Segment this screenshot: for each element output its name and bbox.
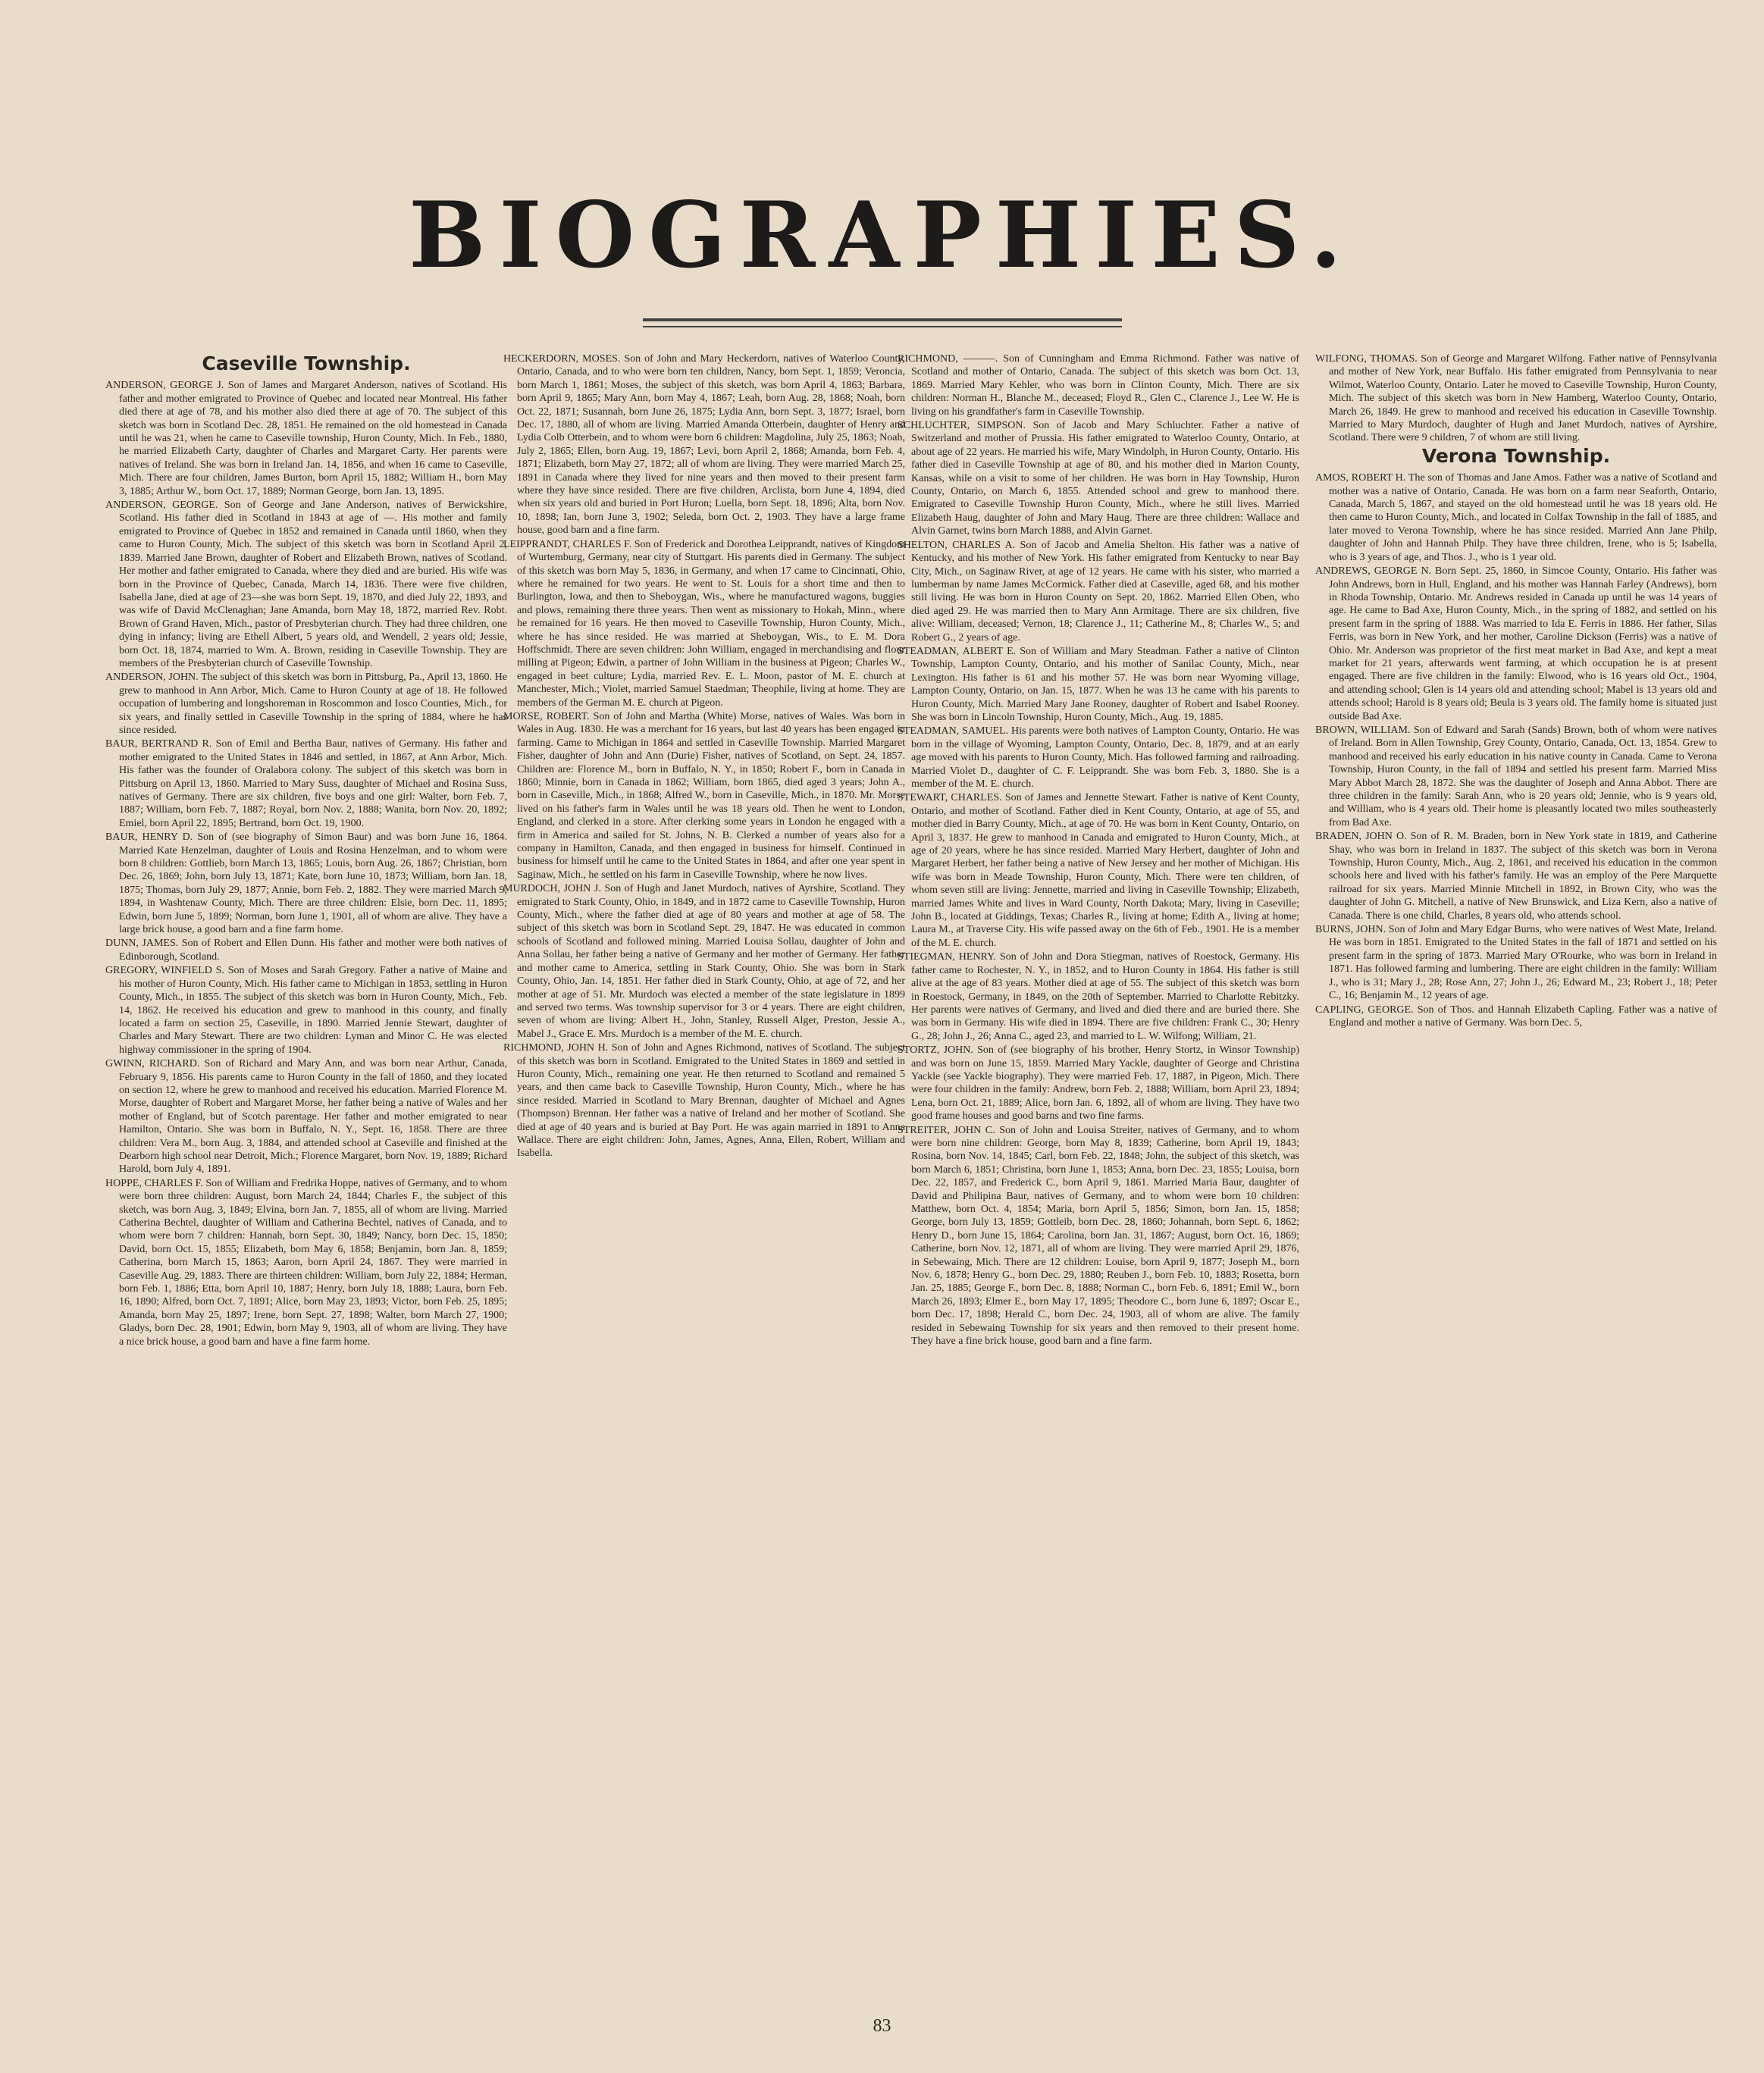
biography-entry [105, 499, 507, 670]
biography-name: STIEGMAN, HENRY. [898, 951, 996, 963]
biography-entry [898, 950, 1299, 1043]
biography-entry [898, 352, 1299, 418]
biography-entry [1315, 724, 1717, 829]
biography-name: ANDREWS, GEORGE N. [1315, 565, 1432, 578]
biography-name: CAPLING, GEORGE. [1315, 1004, 1414, 1016]
biography-text: Son of Hugh and Janet Murdoch, natives of Ayrshire, Scotland. They emigrated to Stark County, Ohio, in 1849, and in 1872 came to Caseville Township, Huron County, Mich., where the father died at age of 80 years and mother at age of 58. The subject of this sketch was born in Scotland Sept. 29, 1847. He was educated in common schools of Scotland and followed mining. Married Louisa Sollau, daughter of John and Anna Sollau, her father being a native of Germany and her mother of Germany. Her father and mother came to America, settling in Stark County, Ohio. She was born in Stark County, Ohio, Jan. 14, 1851. Her father died in Stark County, Ohio, at age of 72, and her mother at age of 51. Mr. Murdoch was elected a member of the state legislature in 1899 and served two terms. Was township supervisor for 3 or 4 years. There are eight children, seven of whom are living: Albert H., John, Stanley, Russell Alger, Preston, Jessie A., Mabel J., Grace E. Mrs. Murdoch is a member of the M. E. church. [517, 883, 905, 1040]
biography-entry [898, 645, 1299, 724]
biography-name: BAUR, BERTRAND R. [105, 738, 212, 750]
biography-entry [105, 831, 507, 936]
page-number: 83 [873, 2016, 891, 2036]
biography-entry [898, 1044, 1299, 1123]
biography-text: Son of Jacob and Mary Schluchter. Father a native of Switzerland and mother of Prussia. His father emigrated to Waterloo County, Ontario, at about age of 22 years. He married his wife, Mary Windolph, in Huron County, Ontario. His father died in Caseville Township at age of 80, and his mother died in Marion County, Kansas, while on a visit to some of her children. He was born in Hay Township, Huron County, Ontario, on March 6, 1855. Attended school and grew to manhood there. Emigrated to Caseville Township Huron County, Mich., where he still lives. Married Elizabeth Haug, daughter of John and Mary Haug. There are three children: Wallace and Alvin Garnet, twins born March 1888, and Alvin Garnet. [911, 420, 1300, 537]
biography-text: Son of Cunningham and Emma Richmond. Father was native of Scotland and mother of Ontario, Canada. The subject of this sketch was born Oct. 13, 1869. Married Mary Kehler, who was born in Clinton County, Mich. There are six children: Norman H., Blanche M., deceased; Floyd R., Glen C., Clarence J., Lee W. He is living on his grandfather's farm in Caseville Township. [911, 353, 1299, 418]
biography-text: His parents were both natives of Lampton County, Ontario. He was born in the village of Wyoming, Lampton County, Ontario, Dec. 8, 1879, and at an early age moved with his parents to Huron County, Mich. Has followed farming and railroading. Married Violet D., daughter of C. F. Leipprandt. She was born Feb. 3, 1880. She is a member of the M. E. church. [911, 725, 1300, 790]
biography-name: BROWN, WILLIAM. [1315, 724, 1411, 736]
biography-name: ANDERSON, GEORGE. [105, 499, 218, 512]
biography-entry [1315, 565, 1717, 723]
biography-name: WILFONG, THOMAS. [1315, 353, 1418, 365]
biography-entry [1315, 923, 1717, 1002]
biography-name: HOPPE, CHARLES F. [105, 1177, 203, 1189]
biography-name: STEADMAN, SAMUEL. [898, 725, 1009, 737]
biography-text: Son of James and Jennette Stewart. Father is native of Kent County, Ontario, and mother of Scotland. Father died in Kent County, Ontario, at age of 55, and mother died in Barry County, Mich., at age of 70. He was born in Kent County, Ontario, on April 3, 1837. He grew to manhood in Canada and emigrated to Huron County, Mich., at age of 20 years, where he has since resided. Married Mary Herbert, daughter of John and Margaret Herbert, her father being a native of New Jersey and her mother of Michigan. His wife was born in Meade Township, Huron County, Mich. There were ten children, of whom seven still are living: Jennette, married and living in Caseville Township; Elizabeth, married James White and lives in Ward County, North Dakota; Mary, living in Caseville; John B., located at Giddings, Texas; Charles R., living at home; Edith A., living at home; Laura M., at Traverse City. His wife passed away on the 6th of Feb., 1901. He is a member of the M. E. church. [911, 792, 1300, 949]
biography-entry [105, 937, 507, 963]
biography-name: ANDERSON, GEORGE J. [105, 380, 224, 392]
text-column-1 [105, 352, 507, 1349]
biography-entry [503, 882, 905, 1041]
biography-name: STREITER, JOHN C. [898, 1124, 995, 1136]
biography-entry [898, 1124, 1299, 1348]
biography-name: SHELTON, CHARLES A. [898, 539, 1016, 551]
biography-text: Son of John and Mary Edgar Burns, who were natives of West Mate, Ireland. He was born in 1851. Emigrated to the United States in the fall of 1871 and settled on his present farm in the spring of 1873. Married Mary O'Rourke, who was born in Ireland in 1871. Has followed farming and lumbering. There are eight children in the family: William J., who is 31; Mary J., 28; Rose Ann, 27; John J., 26; Edward M., 23; Robert J., 18; Peter C., 16; Benjamin M., 12 years of age. [1329, 924, 1717, 1002]
section-heading: Caseville Township. [202, 352, 411, 374]
biography-entry [898, 791, 1299, 950]
biography-text: Son of Thos. and Hannah Elizabeth Capling. Father was a native of England and mother a native of Germany. Was born Dec. 5, [1329, 1004, 1718, 1029]
section-heading: Verona Township. [1421, 444, 1611, 467]
biography-text: Son of Robert and Ellen Dunn. His father and mother were both natives of Edinborough, Scotland. [119, 938, 507, 963]
biography-name: RICHMOND, ———. [898, 353, 998, 365]
biography-entry [503, 538, 905, 709]
biography-text: Born Sept. 25, 1860, in Simcoe County, Ontario. His father was John Andrews, born in Hull, England, and his mother was Hannah Farley (Andrews), born in Rhoda Township, Ontario. Mr. Andrews resided in Canada up until he was 14 years of age. He came to Bad Axe, Huron County, Mich., in the spring of 1882, and settled on his present farm in the spring of 1888. Was married to Ida E. Ferris in 1886. Her father, Silas Ferris, was born in New York, and her mother, Caroline Dickson (Ferris) was a native of Ohio. Mr. Anderson was proprietor of the first meat market in Bad Axe, and kept a meat market for 21 years, afterwards went farming, at which occupation he is at present engaged. There are five children in the family: Elwood, who is 16 years old Oct., 1904, and attending school; Glen is 14 years old and attending school; Mabel is 13 years old and attends school; Harold is 8 years old; Beula is 3 years old. The family home is situated just outside Bad Axe. [1329, 565, 1718, 722]
biography-name: SCHLUCHTER, SIMPSON. [898, 420, 1026, 432]
biography-entry [898, 419, 1299, 538]
biography-name: GREGORY, WINFIELD S. [105, 965, 224, 977]
biography-name: BAUR, HENRY D. [105, 831, 193, 844]
page-title: BIOGRAPHIES. [409, 182, 1355, 289]
biography-name: BURNS, JOHN. [1315, 924, 1386, 936]
biography-text: Son of R. M. Braden, born in New York state in 1819, and Catherine Shay, who was born in Ireland in 1837. The subject of this sketch was born in Verona Township, Huron County, Mich., Aug. 2, 1861, and received his education in the common schools here and lived with his father's family. He was an employ of the Pere Marquette railroad for six years. Married Minnie Mitchell in 1892, in Brown City, who was the daughter of John G. Mitchell, a native of New Brunswick, and Liza Kern, also a native of Canada. There is one child, Charles, 8 years old, who attends school. [1329, 831, 1718, 922]
biography-text: Son of William and Mary Steadman. Father a native of Clinton Township, Lampton County, Ontario, and his mother of Sanilac County, Mich., near Lexington. His father is 61 and his mother 57. He was born near Wyoming village, Lampton County, Ontario, on Jan. 15, 1877. When he was 13 he came with his parents to Huron County, Mich. Married Mary Jane Rooney, daughter of Robert and Isabel Rooney. She was born in Lincoln Township, Huron County, Mich., Aug. 19, 1885. [911, 645, 1300, 723]
biography-entry [105, 1057, 507, 1176]
biography-text: Son of John and Dora Stiegman, natives of Roestock, Germany. His father came to Rochester, N. Y., in 1852, and to Huron County in 1864. His father is still alive at the age of 83 years. Mother died at age of 55. The subject of this sketch was born in Roestock, Germany, in 1849, on the 20th of September. Married to Charlotte Rebitzky. Her parents were natives of Germany, and lived and died there and are buried there. She was born in Germany. His wife died in 1894. There are five children: Frank C., 30; Henry G., 28; John J., 26; Anna C., aged 23, and married to L. W. Wilfong; William, 21. [911, 951, 1300, 1042]
biography-text: Son of Emil and Bertha Baur, natives of Germany. His father and mother emigrated to the United States in 1846 and settled, in 1867, at Ann Arbor, Mich. His father was the founder of Oralabora colony. The subject of this sketch was born in Pittsburg on April 13, 1860. Married to Mary Suss, daughter of Michael and Rosina Suss, natives of Germany. There are six children, five boys and one girl: Walter, born Feb. 7, 1887; William, born Feb. 7, 1887; Royal, born Nov. 2, 1888; Wanita, born Nov. 20, 1892; Emiel, born April 22, 1895; Bertrand, born Oct. 19, 1900. [119, 738, 507, 829]
biography-name: DUNN, JAMES. [105, 938, 179, 950]
biography-text: Son of Frederick and Dorothea Leipprandt, natives of Kingdom of Wurtemburg, Germany, near city of Stuttgart. His parents died in Germany. The subject of this sketch was born May 5, 1836, in Germany, and when 17 came to Cincinnati, Ohio, where he remained for two years. He went to St. Louis for a short time and then to Burlington, Iowa, and then to Sheboygan, Wis., where he manufactured wagons, buggies and plows, remaining there three years. Then went as missionary to Hokah, Minn., where he remained for 16 years. He then moved to Caseville Township, Huron County, Mich., where he has since resided. He was married at Sheboygan, Wis., to E. M. Dora Hoffschmidt. There are seven children: John William, engaged in merchandising and flour milling at Pigeon; Edwin, a partner of John William in the business at Pigeon; Charles W., engaged in beet culture; Lydia, married Rev. E. L. Moon, pastor of M. E. church at Manchester, Mich.; Violet, married Samuel Staedman; Theophile, living at home. They are members of the German M. E. church at Pigeon. [517, 538, 905, 709]
biography-entry [105, 1177, 507, 1348]
biography-text: The subject of this sketch was born in Pittsburg, Pa., April 13, 1860. He grew to manhood in Ann Arbor, Mich. Came to Huron County at age of 18. He followed occupation of lumbering and longshoreman in Roscommon and Iosco Counties, Mich., for six years, and finally settled in Caseville Township in the spring of 1884, where he has since resided. [119, 672, 507, 736]
biography-entry [105, 964, 507, 1057]
biography-name: BRADEN, JOHN O. [1315, 831, 1407, 843]
biography-name: HECKERDORN, MOSES. [503, 353, 621, 365]
biography-entry [503, 1041, 905, 1160]
biography-entry [1315, 352, 1717, 445]
biography-name: STORTZ, JOHN. [898, 1044, 973, 1057]
biography-text: Son of John and Martha (White) Morse, natives of Wales. Was born in Wales in Aug. 1830. He was a merchant for 16 years, but last 40 years has been engaged in farming. Came to Michigan in 1864 and settled in Caseville Township. Married Margaret Fisher, daughter of John and Ann (Durie) Fisher, natives of Scotland, on Sept. 24, 1857. Children are: Florence M., born in Buffalo, N. Y., in 1850; Robert F., born in Canada in 1860; Minnie, born in Canada in 1862; William, born 1865, died aged 3 years; John A., born in Caseville, Mich., in 1868; Alfred W., born in Caseville, Mich., in 1870. Mr. Morse lived on his father's farm in Wales until he was 18 years old. Then he went to London, England, and clerked in a store. After clerking some years in London he engaged with a firm in America and sailed for St. Johns, N. B. Clerked a number of years also for a company in Hamilton, Canada, and then engaged in business for himself. Continued in business for himself until he came to the United States in 1864, and after one year spent in Saginaw, Mich., he settled on his farm in Caseville Township, where he now lives. [517, 710, 906, 881]
biography-text: Son of (see biography of his brother, Henry Stortz, in Winsor Township) and was born on June 15, 1859. Married Mary Yackle, daughter of George and Christina Yackle (see Yackle biography). They were married Feb. 17, 1887, in Pigeon, Mich. There were four children in the family: Andrew, born Feb. 2, 1888; William, born April 23, 1894; Lena, born Oct. 21, 1889; Alice, born Jan. 6, 1892, all of whom are living. They have two good frame houses and good barns and two fine farms. [911, 1044, 1299, 1123]
text-column-4 [1315, 352, 1717, 1030]
biography-entry [105, 671, 507, 737]
biography-entry [1315, 830, 1717, 922]
text-column-2 [503, 352, 905, 1161]
biography-entry [1315, 1004, 1717, 1030]
biography-text: Son of Edward and Sarah (Sands) Brown, both of whom were natives of Ireland. Born in Allen Township, Grey County, Ontario, Canada, Oct. 13, 1854. Grew to manhood and received his early education in his native county in Canada. Came to Verona Township, Huron County, in the fall of 1894 and settled his present farm. Married Miss Mary Abbot March 28, 1872. She was the daughter of Joseph and Anna Abbot. There are three children in the family: Sarah Ann, who is 20 years old; Jennie, who is 9 years old, and William, who is 4 years old. Their home is pleasantly located two miles southeasterly from Bad Axe. [1329, 724, 1717, 828]
biography-name: STEWART, CHARLES. [898, 792, 1002, 804]
biography-text: Son of John and Louisa Streiter, natives of Germany, and to whom were born nine children: George, born May 8, 1839; Catherine, born April 19, 1843; Rosina, born Nov. 14, 1845; Carl, born Feb. 22, 1848; John, the subject of this sketch, was born March 6, 1851; Christina, born June 1, 1853; Anna, born Dec. 23, 1855; Louisa, born Dec. 22, 1857, and Frederick C., born April 9, 1861. Married Maria Baur, daughter of David and Philipina Baur, natives of Germany, and to whom were born 10 children: Matthew, born Oct. 4, 1854; Maria, born April 5, 1856; Simon, born Jan. 15, 1858; George, born July 13, 1859; Gottleib, born Dec. 28, 1860; Johannah, born Sept. 6, 1862; Henry D., born June 15, 1864; Carolina, born Jan. 31, 1867; August, born Oct. 16, 1869; Catherine, born Nov. 12, 1871, all of whom are living. They were married April 29, 1876, in Sebewaing, Mich. There are 12 children: Louise, born April 9, 1877; Joseph M., born Nov. 6, 1878; Henry G., born Dec. 29, 1880; Reuben J., born Feb. 10, 1883; Rosetta, born Jan. 25, 1885; George F., born Dec. 8, 1888; Norman C., born Feb. 6, 1891; Emil W., born March 26, 1893; Elmer E., born May 17, 1895; Theodore C., born June 6, 1897; Oscar E., born Dec. 17, 1898; Herald C., born Dec. 24, 1903, all of whom are alive. The family resided in Sebewaing Township for six years and then removed to their present home. They have a fine brick house, good barn and a fine farm. [911, 1124, 1299, 1348]
biography-text: Son of (see biography of Simon Baur) and was born June 16, 1864. Married Kate Henzelman, daughter of Louis and Rosina Henzelman, and to whom were born 8 children: Gottlieb, born March 13, 1865; Louis, born Aug. 26, 1867; Christian, born Dec. 26, 1869; John, born July 13, 1871; Kate, born June 10, 1873; William, born Jan. 18, 1875; Thomas, born July 29, 1877; Annie, born Feb. 2, 1882. They were married March 9, 1894, in Washtenaw County, Mich. There are three children: Elsie, born Dec. 11, 1895; Edwin, born June 5, 1899; Norman, born June 1, 1901, all of whom are alive. They have a large brick house, a good barn and a fine farm home. [119, 831, 508, 936]
biography-text: Son of Richard and Mary Ann, and was born near Arthur, Canada, February 9, 1856. His parents came to Huron County in the fall of 1860, and they located on section 12, where he grew to manhood and received his education. Married Florence M. Morse, daughter of Robert and Margaret Morse, her father being a native of Wales and her mother of England, but of Scotch parentage. Her father and mother emigrated to near Hamilton, Ontario. She was born in Buffalo, N. Y., Sept. 16, 1858. There are three children: Vera M., born Aug. 3, 1884, and attended school at Caseville and finished at the Dearborn high school near Detroit, Mich.; Florence Margaret, born Nov. 19, 1889; Richard Harold, born July 4, 1891. [119, 1058, 508, 1176]
text-column-3 [898, 352, 1299, 1348]
biography-text: Son of Moses and Sarah Gregory. Father a native of Maine and his mother of Huron County, Mich. His father came to Michigan in 1853, settling in Huron County, Mich., in 1855. The subject of this sketch was born in Huron County, Mich., Feb. 14, 1862. He received his education and grew to manhood in this county, and finally located a farm on section 25, Caseville, in 1890. Married Jennie Stewart, daughter of Charles and Mary Stewart. There are two children: Lyman and Minor C. He was elected highway commissioner in the spring of 1904. [119, 965, 508, 1056]
title-rule-thick [643, 318, 1122, 321]
biography-name: RICHMOND, JOHN H. [503, 1042, 609, 1054]
biography-name: AMOS, ROBERT H. [1315, 472, 1406, 484]
biography-text: Son of Jacob and Amelia Shelton. His father was a native of Kentucky, and his mother of New York. His father emigrated from Kentucky to near Bay City, Mich., on Saginaw River, at age of 12 years. He came with his sister, who married a lumberman by name James McCormick. Father died at Caseville, aged 68, and his mother still living. He was born in Huron County on Sept. 20, 1862. Married Ellen Oben, who died aged 29. He was married then to Mary Ann Armitage. There are six children, five alive: William, deceased; Vernon, 18; Clarence J., 11; Catherine M., 8; Charles W., 5; and Robert G., 2 years of age. [911, 539, 1300, 644]
biography-name: ANDERSON, JOHN. [105, 672, 199, 684]
biography-text: Son of John and Mary Heckerdorn, natives of Waterloo County, Ontario, Canada, and to who were born ten children, Nancy, born Sept. 1, 1859; Veroncia, born March 1, 1861; Moses, the subject of this sketch, was born April 4, 1863; Barbara, born April 9, 1865; Mary Ann, born May 4, 1867; Leah, born Aug. 28, 1868; Noah, born Oct. 22, 1871; Susannah, born June 26, 1875; Lydia Ann, born Sept. 3, 1877; Israel, born Dec. 17, 1880, all of whom are living. Married Amanda Otterbein, daughter of Henry and Lydia Colb Otterbein, and to whom were born 6 children: Magdolina, July 25, 1863; Noah, July 2, 1865; Ellen, born Aug. 19, 1867; Levi, born April 2, 1868; Amanda, born Feb. 4, 1871; Elizabeth, born May 27, 1872; all of whom are living. They were married March 25, 1891 in Canada where they lived for nine years and then moved to their present farm where they have since resided. There are five children, Arclista, born June 4, 1894, died when six years old and buried in Port Huron; Luella, born Sept. 18, 1896; Alta, born Nov. 10, 1898; Ian, born June 3, 1902; Seleda, born Oct. 2, 1903. They have a large frame house, good barn and a fine farm. [517, 353, 906, 537]
biography-name: LEIPPRANDT, CHARLES F. [503, 538, 632, 550]
biography-text: Son of William and Fredrika Hoppe, natives of Germany, and to whom were born three children: August, born March 24, 1844; Charles F., the subject of this sketch, was born Aug. 3, 1849; Elvina, born Jan. 7, 1855, all of whom are living. Married Catherina Bechtel, daughter of William and Catherina Bechtel, natives of Canada, and to whom were born 7 children: Hannah, born Sept. 30, 1849; Nancy, born Dec. 15, 1850; David, born Oct. 15, 1855; Elizabeth, born May 6, 1858; Benjamin, born Jan. 8, 1859; Catherina, born March 15, 1863; Aaron, born April 24, 1867. They were married in Caseville Aug. 29, 1883. There are thirteen children: William, born July 22, 1884; Herman, born Feb. 1, 1886; Etta, born April 10, 1887; Henry, born July 18, 1888; Laura, born Feb. 16, 1890; Alfred, born Oct. 7, 1891; Alice, born May 23, 1893; Victor, born Feb. 25, 1895; Amanda, born May 25, 1897; Irene, born Sept. 27, 1898; Walter, born March 27, 1900; Gladys, born Dec. 28, 1901; Edwin, born May 9, 1903, all of whom are living. They have a nice brick house, a good barn and have a fine farm home. [119, 1177, 508, 1348]
biography-entry [105, 379, 507, 498]
biography-name: MORSE, ROBERT. [503, 710, 590, 722]
biography-entry [105, 737, 507, 830]
biography-entry [898, 725, 1299, 791]
biography-entry [503, 352, 905, 537]
title-rule-thin [643, 326, 1122, 327]
biography-entry [503, 710, 905, 881]
biography-text: Son of George and Jane Anderson, natives of Berwickshire, Scotland. His father died in Scotland in 1843 at age of —. His mother and family emigrated to Province of Quebec in 1852 and remained in Canada until 1860, when they came to Huron County, Mich. The subject of this sketch was born in Scotland April 2, 1839. Married Jane Brown, daughter of Robert and Elizabeth Brown, natives of Scotland. Her mother and father emigrated to Canada, where they died and are buried. His wife was born in the Province of Quebec, Canada, March 14, 1836. There were five children, Isabella Jane, died at age of 23—she was born Sept. 19, 1870, and died July 22, 1893, and was wife of David McClenaghan; Jane Amanda, born May 18, 1872, married Rev. Robt. Brown of Grand Haven, Mich., pastor of Presbyterian church. They had three children, one dying in infancy; living are Ethell Albert, 5 years old, and Wendell, 2 years old; Jessie, born Oct. 18, 1874, married to Wm. A. Brown, residing in Caseville Township. They are members of the Presbyterian church of Caseville Township. [119, 499, 508, 669]
biography-entry [1315, 471, 1717, 564]
biography-name: MURDOCH, JOHN J. [503, 883, 601, 895]
biography-name: GWINN, RICHARD. [105, 1058, 200, 1070]
biography-text: Son of John and Agnes Richmond, natives of Scotland. The subject of this sketch was born in Scotland. Emigrated to the United States in 1869 and settled in Huron County, Mich., remaining one year. He then returned to Scotland and remained 5 years, and then came back to Caseville Township, Huron County, Mich., where he has since resided. Married in Scotland to Mary Brennan, daughter of Michael and Agnes (Thompson) Brennan. Her father was a native of Ireland and her mother of Scotland. She died at age of 40 years and is buried at Bay Port. He was again married in 1891 to Anna Wallace. There are eight children: John, James, Agnes, Anna, Ellen, Robert, William and Isabella. [517, 1042, 906, 1160]
biography-text: Son of George and Margaret Wilfong. Father native of Pennsylvania and mother of New York, near Buffalo. His father emigrated from Pennsylvania to near Wilmot, Waterloo County, Ontario. Later he moved to Caseville Township, Huron County, Mich. The subject of this sketch was born in New Hamberg, Waterloo County, Ontario, March 26, 1849. He grew to manhood and received his education in Caseville Township. Married to Mary Murdoch, daughter of Hugh and Janet Murdoch, natives of Ayrshire, Scotland. There were 9 children, 7 of whom are still living. [1329, 353, 1717, 444]
biography-text: Son of James and Margaret Anderson, natives of Scotland. His father and mother emigrated to Province of Quebec and located near Montreal. His father died there at age of 78, and his mother also died there at age of 70. The subject of this sketch was born in Scotland Dec. 28, 1851. He remained on the old homestead in Canada until he was 21, when he came to Caseville township, Huron County, Mich. In Feb., 1880, he married Elizabeth Carty, daughter of Charles and Margaret Carty. Her parents were natives of Ireland. She was born in Ireland Jan. 14, 1856, and when 16 came to Caseville, Mich. There are four children, James Burton, born April 15, 1882; William H., born May 3, 1885; Arthur W., born Oct. 17, 1889; Norman George, born Jan. 13, 1895. [119, 380, 508, 497]
biography-text: The son of Thomas and Jane Amos. Father was a native of Scotland and mother was a native of Ontario, Canada. He was born on a farm near Seaforth, Ontario, Canada, March 5, 1867, and stayed on the old homestead until he was 18 years old. He then came to Huron County, Mich., and located in Colfax Township in the fall of 1885, and later moved to Verona Township, where he has since resided. Married Ann Jane Philp, daughter of John and Hannah Philp. They have three children, Irene, who is 5; Isabella, who is 3 years of age, and Thos. J., who is 1 year old. [1329, 472, 1717, 563]
biography-entry [898, 539, 1299, 644]
biography-name: STEADMAN, ALBERT E. [898, 645, 1017, 657]
